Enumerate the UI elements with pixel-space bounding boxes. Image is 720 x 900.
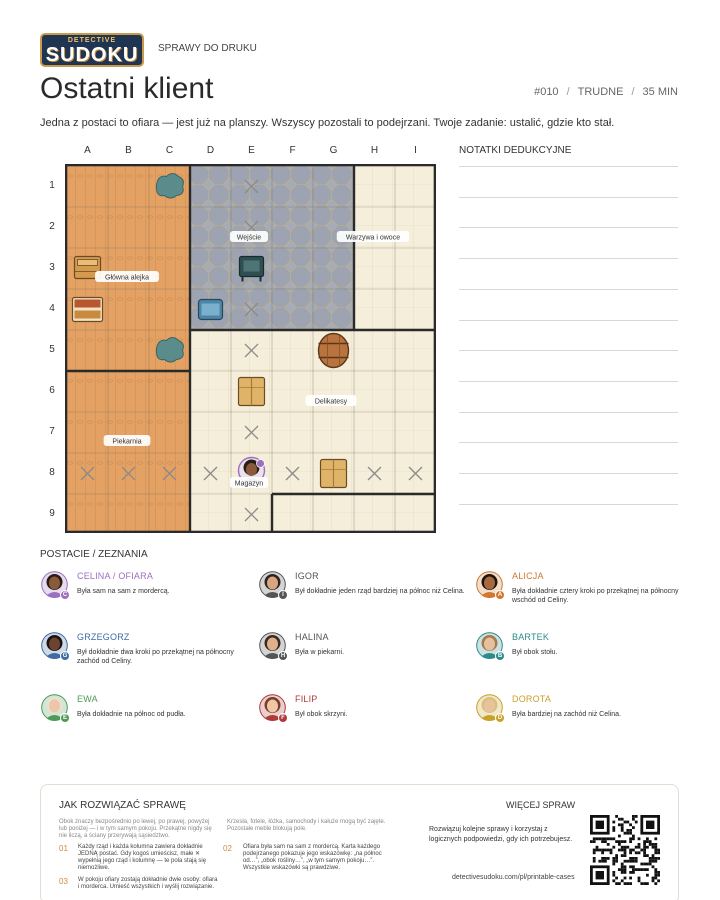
row-label: 5 bbox=[49, 344, 55, 355]
step-1-number: 01 bbox=[59, 844, 68, 853]
qr-module bbox=[604, 840, 607, 843]
qr-module bbox=[654, 868, 657, 871]
character-name: CELINA / OFIARA bbox=[77, 571, 154, 581]
howto-title: JAK ROZWIĄZAĆ SPRAWĘ bbox=[59, 800, 186, 811]
qr-module bbox=[621, 818, 624, 821]
qr-module bbox=[593, 849, 596, 852]
qr-module bbox=[624, 832, 627, 835]
qr-module bbox=[638, 877, 641, 880]
qr-module bbox=[618, 849, 621, 852]
notes-area[interactable] bbox=[459, 166, 678, 526]
step-3-number: 03 bbox=[59, 877, 68, 886]
qr-module bbox=[646, 868, 649, 871]
qr-module bbox=[601, 837, 604, 840]
note-line[interactable] bbox=[459, 381, 678, 382]
qr-module bbox=[646, 846, 649, 849]
qr-module bbox=[635, 815, 638, 818]
box-icon[interactable] bbox=[321, 460, 347, 488]
character-card[interactable] bbox=[476, 571, 679, 621]
basket-icon[interactable] bbox=[199, 300, 223, 320]
character-name: BARTEK bbox=[512, 632, 550, 642]
qr-module bbox=[629, 882, 632, 885]
qr-module bbox=[640, 868, 643, 871]
more-cases-text: Rozwiązuj kolejne sprawy i korzystaj z logicznych podpowiedzi, gdy ich potrzebujesz. bbox=[429, 826, 573, 843]
qr-module bbox=[654, 877, 657, 880]
qr-module bbox=[612, 874, 615, 877]
qr-module bbox=[593, 860, 596, 863]
qr-module bbox=[598, 837, 601, 840]
qr-module bbox=[640, 849, 643, 852]
room-piekarnia bbox=[67, 371, 190, 533]
qr-module bbox=[652, 854, 655, 857]
case-meta bbox=[534, 86, 678, 98]
qr-module bbox=[643, 868, 646, 871]
row-label: 7 bbox=[49, 426, 55, 437]
qr-module bbox=[601, 849, 604, 852]
qr-module bbox=[654, 843, 657, 846]
meta-separator: / bbox=[566, 86, 570, 98]
qr-module bbox=[654, 849, 657, 852]
qr-module bbox=[649, 843, 652, 846]
qr-module bbox=[657, 849, 660, 852]
qr-module bbox=[654, 846, 657, 849]
qr-module bbox=[643, 846, 646, 849]
qr-module bbox=[629, 857, 632, 860]
qr-module bbox=[640, 863, 643, 866]
qr-module bbox=[629, 832, 632, 835]
logo-top-text: DETECTIVE bbox=[67, 37, 117, 44]
qr-module bbox=[624, 877, 627, 880]
qr-module bbox=[621, 823, 624, 826]
column-labels bbox=[65, 145, 436, 157]
qr-module bbox=[632, 815, 635, 818]
characters-title: POSTACIE / ZEZNANIA bbox=[40, 549, 148, 560]
column-label: H bbox=[370, 145, 379, 156]
qr-module bbox=[624, 840, 627, 843]
qr-module bbox=[638, 868, 641, 871]
qr-module bbox=[646, 863, 649, 866]
character-clue: Był obok skrzyni. bbox=[295, 711, 348, 718]
character-clue: Była sam na sam z mordercą. bbox=[77, 588, 170, 595]
qr-module bbox=[643, 863, 646, 866]
qr-module bbox=[646, 882, 649, 885]
svg-text:Wejście: Wejście bbox=[236, 234, 262, 242]
note-line[interactable] bbox=[459, 412, 678, 413]
qr-module bbox=[624, 846, 627, 849]
qr-module bbox=[629, 871, 632, 874]
character-initial-badge: B bbox=[495, 651, 505, 661]
svg-text:Magazyn: Magazyn bbox=[234, 480, 264, 488]
character-card[interactable] bbox=[259, 632, 459, 682]
qr-module bbox=[624, 851, 627, 854]
qr-module bbox=[632, 865, 635, 868]
qr-module bbox=[635, 821, 638, 824]
character-name: GRZEGORZ bbox=[77, 632, 130, 642]
note-line[interactable] bbox=[459, 504, 678, 505]
qr-module bbox=[618, 818, 621, 821]
character-card[interactable] bbox=[41, 571, 241, 621]
qr-module bbox=[621, 868, 624, 871]
qr-module bbox=[654, 857, 657, 860]
note-line[interactable] bbox=[459, 289, 678, 290]
case-duration: 35 MIN bbox=[642, 86, 678, 98]
qr-module bbox=[635, 860, 638, 863]
qr-module bbox=[629, 823, 632, 826]
qr-module bbox=[632, 849, 635, 852]
case-intro: Jedna z postaci to ofiara — jest już na planszy. Wszyscy pozostali to podejrzani. Twoje zadanie: ustalić, gdzie kto stał. bbox=[40, 117, 615, 129]
qr-module bbox=[607, 849, 610, 852]
qr-module bbox=[629, 877, 632, 880]
qr-module bbox=[596, 837, 599, 840]
qr-module bbox=[612, 863, 615, 866]
qr-module bbox=[629, 851, 632, 854]
more-cases-title: WIĘCEJ SPRAW bbox=[506, 800, 576, 810]
character-card[interactable] bbox=[476, 694, 676, 744]
note-line[interactable] bbox=[459, 320, 678, 321]
barrel-icon[interactable] bbox=[319, 334, 349, 368]
qr-module bbox=[612, 829, 615, 832]
qr-module bbox=[657, 879, 660, 882]
qr-module bbox=[621, 826, 624, 829]
qr-module bbox=[629, 829, 632, 832]
qr-module bbox=[654, 882, 657, 885]
qr-module bbox=[618, 843, 621, 846]
qr-module bbox=[629, 849, 632, 852]
qr-module bbox=[638, 843, 641, 846]
qr-module bbox=[593, 837, 596, 840]
note-line[interactable] bbox=[459, 227, 678, 228]
character-card[interactable] bbox=[476, 632, 676, 682]
note-line[interactable] bbox=[459, 350, 678, 351]
qr-module bbox=[624, 865, 627, 868]
qr-module bbox=[646, 874, 649, 877]
qr-module bbox=[621, 854, 624, 857]
qr-module bbox=[601, 851, 604, 854]
character-clue: Była bardziej na zachód niż Celina. bbox=[512, 711, 621, 718]
qr-module bbox=[607, 837, 610, 840]
room-label bbox=[230, 477, 268, 488]
qr-module bbox=[632, 857, 635, 860]
qr-module bbox=[646, 854, 649, 857]
qr-module bbox=[632, 871, 635, 874]
character-initial-badge: G bbox=[60, 651, 70, 661]
note-line[interactable] bbox=[459, 258, 678, 259]
howto-intro-right: Krzesła, fotele, łóżka, samochody i kałuże mogą być zajęte. Pozostałe meble blokują pole. bbox=[227, 819, 386, 832]
page-subtitle: SPRAWY DO DRUKU bbox=[158, 43, 257, 54]
svg-text:Warzywa i owoce: Warzywa i owoce bbox=[345, 234, 401, 242]
character-name: ALICJA bbox=[512, 571, 544, 581]
qr-module bbox=[643, 882, 646, 885]
qr-module bbox=[618, 868, 621, 871]
qr-module bbox=[635, 846, 638, 849]
step-2-number: 02 bbox=[223, 844, 232, 853]
character-name: HALINA bbox=[295, 632, 329, 642]
qr-module bbox=[596, 846, 599, 849]
room-label bbox=[306, 395, 357, 406]
character-initial-badge: C bbox=[60, 590, 70, 600]
case-number: #010 bbox=[534, 86, 559, 98]
qr-module bbox=[612, 871, 615, 874]
qr-module bbox=[643, 843, 646, 846]
column-label: A bbox=[84, 145, 91, 156]
qr-module bbox=[612, 846, 615, 849]
qr-module bbox=[652, 879, 655, 882]
qr-module bbox=[624, 882, 627, 885]
qr-module bbox=[638, 879, 641, 882]
qr-module bbox=[643, 854, 646, 857]
box-icon[interactable] bbox=[239, 378, 265, 406]
qr-module bbox=[626, 846, 629, 849]
qr-code[interactable] bbox=[590, 815, 660, 885]
character-clue: Była dokładnie cztery kroki po przekątnej na północny wschód od Celiny. bbox=[512, 588, 679, 604]
qr-module bbox=[626, 882, 629, 885]
qr-module bbox=[604, 849, 607, 852]
qr-module bbox=[624, 849, 627, 852]
qr-module bbox=[604, 860, 607, 863]
qr-module bbox=[596, 849, 599, 852]
qr-module bbox=[657, 874, 660, 877]
page-title: Ostatni klient bbox=[40, 72, 214, 105]
qr-module bbox=[657, 871, 660, 874]
character-card[interactable] bbox=[259, 694, 459, 744]
svg-text:Piekarnia: Piekarnia bbox=[112, 438, 142, 446]
character-initial-badge: A bbox=[495, 590, 505, 600]
qr-module bbox=[632, 818, 635, 821]
qr-module bbox=[632, 868, 635, 871]
qr-module bbox=[629, 837, 632, 840]
qr-module bbox=[640, 882, 643, 885]
qr-module bbox=[635, 851, 638, 854]
svg-text:Delikatesy: Delikatesy bbox=[314, 398, 348, 406]
qr-module bbox=[643, 849, 646, 852]
character-card[interactable] bbox=[259, 571, 465, 621]
qr-module bbox=[643, 840, 646, 843]
case-difficulty: TRUDNE bbox=[577, 86, 624, 98]
qr-module bbox=[612, 821, 615, 824]
qr-module bbox=[652, 843, 655, 846]
row-label: 9 bbox=[49, 508, 55, 519]
qr-module bbox=[652, 877, 655, 880]
character-card[interactable] bbox=[41, 694, 241, 744]
room-label bbox=[230, 231, 268, 242]
room-label bbox=[95, 271, 159, 282]
character-name: DOROTA bbox=[512, 694, 552, 704]
qr-module bbox=[629, 840, 632, 843]
qr-module bbox=[604, 837, 607, 840]
qr-module bbox=[638, 846, 641, 849]
qr-module bbox=[621, 829, 624, 832]
qr-module bbox=[612, 837, 615, 840]
qr-module bbox=[632, 860, 635, 863]
qr-module bbox=[601, 860, 604, 863]
qr-module bbox=[615, 854, 618, 857]
svg-text:Główna alejka: Główna alejka bbox=[105, 274, 149, 282]
qr-module bbox=[652, 846, 655, 849]
qr-module bbox=[643, 851, 646, 854]
qr-module bbox=[601, 840, 604, 843]
character-clue: Był obok stołu. bbox=[512, 649, 558, 656]
qr-module bbox=[612, 860, 615, 863]
qr-module bbox=[598, 849, 601, 852]
qr-module bbox=[612, 826, 615, 829]
character-name: IGOR bbox=[295, 571, 319, 581]
qr-module bbox=[629, 865, 632, 868]
character-clue: Była w piekarni. bbox=[295, 649, 345, 656]
qr-module bbox=[593, 851, 596, 854]
qr-module bbox=[612, 857, 615, 860]
column-label: E bbox=[248, 145, 255, 156]
qr-module bbox=[646, 840, 649, 843]
character-initial-badge: H bbox=[278, 651, 288, 661]
qr-module bbox=[618, 840, 621, 843]
qr-module bbox=[615, 877, 618, 880]
row-label: 4 bbox=[49, 303, 55, 314]
qr-module bbox=[624, 868, 627, 871]
character-name: FILIP bbox=[295, 694, 318, 704]
qr-module bbox=[649, 840, 652, 843]
qr-module bbox=[621, 846, 624, 849]
row-label: 2 bbox=[49, 221, 55, 232]
qr-module bbox=[615, 840, 618, 843]
row-label: 1 bbox=[49, 180, 55, 191]
character-clue: Była dokładnie na północ od pudła. bbox=[77, 711, 186, 718]
character-initial-badge: E bbox=[60, 713, 70, 723]
qr-module bbox=[652, 857, 655, 860]
qr-module bbox=[654, 837, 657, 840]
character-initial-badge: D bbox=[495, 713, 505, 723]
howto-panel bbox=[40, 784, 679, 900]
qr-module bbox=[629, 860, 632, 863]
row-label: 3 bbox=[49, 262, 55, 273]
room-label bbox=[104, 435, 151, 446]
qr-module bbox=[626, 860, 629, 863]
qr-module bbox=[593, 840, 596, 843]
game-board[interactable] bbox=[65, 164, 436, 533]
logo-main-text: SUDOKU bbox=[45, 44, 139, 66]
qr-module bbox=[632, 835, 635, 838]
qr-module bbox=[652, 860, 655, 863]
step-1-text: Każdy rząd i każda kolumna zawiera dokładnie JEDNĄ postać. Gdy kogoś umieścisz, małe ✕ wypełnią jego rząd i kolumnę — te pola stają się niemożliwe. bbox=[78, 844, 207, 871]
qr-module bbox=[624, 871, 627, 874]
notes-title: NOTATKI DEDUKCYJNE bbox=[459, 145, 572, 156]
character-name: EWA bbox=[77, 694, 98, 704]
note-line[interactable] bbox=[459, 442, 678, 443]
character-card[interactable] bbox=[41, 632, 241, 682]
qr-module bbox=[610, 851, 613, 854]
note-line[interactable] bbox=[459, 166, 678, 167]
qr-module bbox=[621, 879, 624, 882]
qr-module bbox=[604, 857, 607, 860]
meta-separator: / bbox=[631, 86, 635, 98]
qr-module bbox=[618, 882, 621, 885]
qr-module bbox=[635, 857, 638, 860]
row-label: 8 bbox=[49, 467, 55, 478]
qr-module bbox=[624, 854, 627, 857]
qr-module bbox=[621, 871, 624, 874]
qr-module bbox=[657, 857, 660, 860]
note-line[interactable] bbox=[459, 473, 678, 474]
qr-module bbox=[649, 863, 652, 866]
qr-module bbox=[654, 860, 657, 863]
qr-module bbox=[632, 826, 635, 829]
column-label: B bbox=[125, 145, 132, 156]
qr-module bbox=[607, 843, 610, 846]
qr-module bbox=[615, 857, 618, 860]
qr-module bbox=[654, 851, 657, 854]
character-initial-badge: F bbox=[278, 713, 288, 723]
room-label bbox=[337, 231, 410, 242]
qr-module bbox=[621, 865, 624, 868]
qr-module bbox=[612, 879, 615, 882]
qr-module bbox=[652, 865, 655, 868]
row-labels bbox=[44, 164, 60, 533]
row-label: 6 bbox=[49, 385, 55, 396]
qr-module bbox=[649, 857, 652, 860]
qr-module bbox=[654, 871, 657, 874]
qr-module bbox=[654, 874, 657, 877]
shelf-icon[interactable] bbox=[73, 298, 103, 322]
qr-module bbox=[624, 821, 627, 824]
qr-module bbox=[615, 882, 618, 885]
qr-module bbox=[638, 837, 641, 840]
character-clue: Był dokładnie dwa kroki po przekątnej na północny zachód od Celiny. bbox=[77, 649, 234, 665]
qr-module bbox=[593, 857, 596, 860]
qr-module bbox=[615, 860, 618, 863]
puddle-icon[interactable] bbox=[156, 174, 183, 199]
qr-module bbox=[618, 823, 621, 826]
qr-module bbox=[618, 835, 621, 838]
qr-module bbox=[635, 868, 638, 871]
qr-module bbox=[607, 857, 610, 860]
note-line[interactable] bbox=[459, 197, 678, 198]
more-cases-link[interactable]: detectivesudoku.com/pl/printable-cases bbox=[452, 874, 575, 881]
column-label: D bbox=[206, 145, 215, 156]
qr-module bbox=[598, 860, 601, 863]
qr-module bbox=[601, 857, 604, 860]
qr-module bbox=[621, 849, 624, 852]
logo[interactable] bbox=[40, 33, 144, 67]
qr-module bbox=[646, 837, 649, 840]
column-label: G bbox=[329, 145, 338, 156]
column-label: I bbox=[414, 145, 417, 156]
character-clue: Był dokładnie jeden rząd bardziej na północ niż Celina. bbox=[295, 588, 465, 595]
qr-module bbox=[621, 863, 624, 866]
qr-module bbox=[624, 860, 627, 863]
character-initial-badge: I bbox=[278, 590, 288, 600]
qr-module bbox=[610, 849, 613, 852]
howto-intro-left: Obok znaczy bezpośrednio po lewej, po prawej, powyżej lub poniżej — i w tym samym pokoju. Przekątne nigdy się nie liczą, a ściany przerywają sąsiedztwo. bbox=[59, 819, 212, 839]
qr-module bbox=[615, 815, 618, 818]
column-label: F bbox=[289, 145, 296, 156]
step-2-text: Ofiara była sam na sam z mordercą. Karta każdego podejrzanego pokazuje jego wskazówkę: „na północ od…”, „obok rośliny…”, „w tym samym pokoju…”. Wszystkie wskazówki są prawdziwe. bbox=[243, 844, 382, 871]
step-3-text: W pokoju ofiary zostają dokładnie dwie osoby: ofiara i morderca. Umieść wszystkich i wyślij rozwiązanie. bbox=[78, 877, 218, 890]
qr-module bbox=[649, 860, 652, 863]
qr-module bbox=[657, 851, 660, 854]
qr-module bbox=[626, 829, 629, 832]
qr-module bbox=[621, 840, 624, 843]
qr-module bbox=[590, 840, 593, 843]
qr-module bbox=[638, 851, 641, 854]
qr-module bbox=[626, 821, 629, 824]
qr-module bbox=[610, 837, 613, 840]
column-label: C bbox=[165, 145, 174, 156]
puddle-icon[interactable] bbox=[156, 338, 183, 363]
qr-module bbox=[626, 832, 629, 835]
qr-module bbox=[632, 837, 635, 840]
